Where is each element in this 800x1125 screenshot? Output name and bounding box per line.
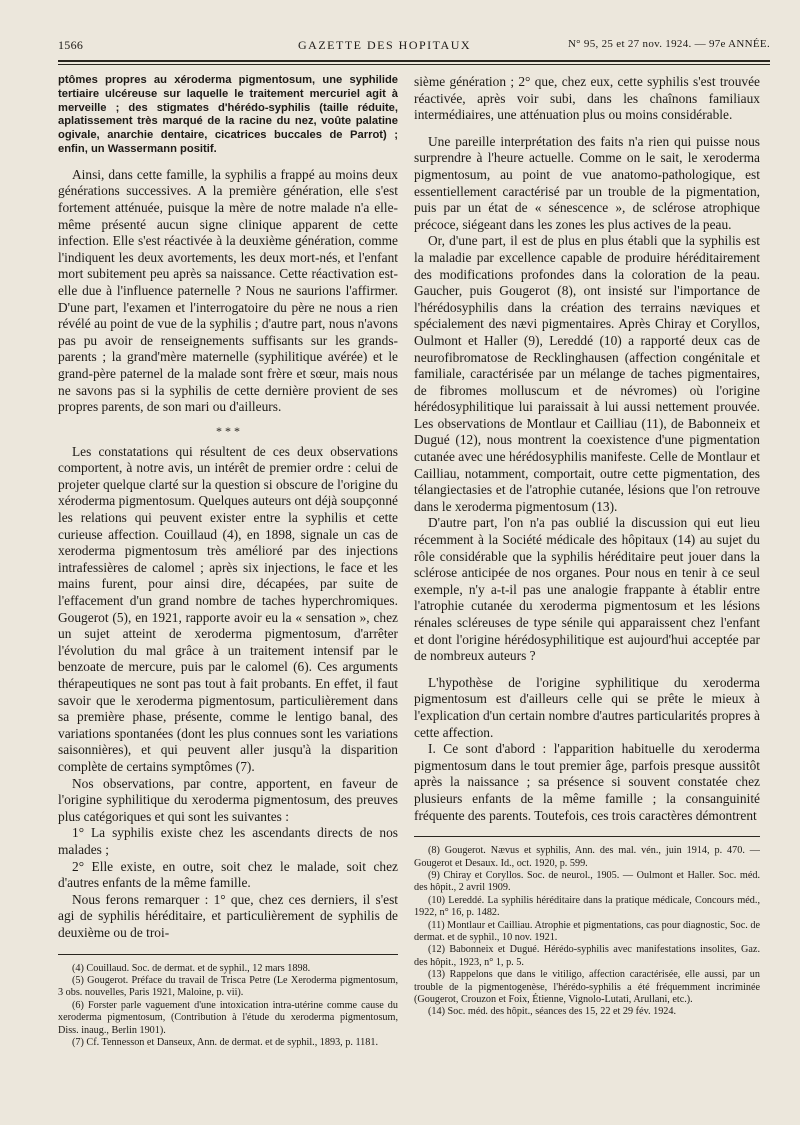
footnote: (14) Soc. méd. des hôpit., séances des 15, 22 et 29 fév. 1924. [428, 1006, 677, 1018]
header-rule [58, 60, 770, 62]
paragraph: D'autre part, l'on n'a pas oublié la discussion qui eut lieu récemment à la Société médicale des hôpitaux (14) au sujet du rôle considérable que la syphilis héréditaire peut jouer dans la sclérose anticipée de nos organes. Pour nous en tenir à ce seul exemple, n'y a-t-il pas une analogie frappante à établir entre l'atrophie cutanée du xeroderma pigmentosum et les lésions rénales scléreuses de type sénile qui apparaissent chez l'enfant et dont l'origine hérédosyphilitique est aujourd'hui acceptée par de nombreux auteurs ? [414, 515, 760, 664]
footnote-rule [414, 836, 760, 837]
page-number: 1566 [58, 38, 84, 52]
paragraph: Nous ferons remarquer : 1° que, chez ces derniers, il s'est agi de syphilis héréditaire, et particulièrement de syphilis de deuxième ou de troi- [58, 891, 398, 940]
header-rule-thin [58, 64, 770, 65]
paragraph: 1° La syphilis existe chez les ascendants directs de nos malades ; [58, 825, 398, 857]
paragraph: Les constatations qui résultent de ces deux observations comportent, à notre avis, un intérêt de premier ordre : celui de projeter quelque clarté sur la question si obscure de l'origine du xéroderma pigmentosum. Quelques auteurs ont déjà soupçonné les relations qui peuvent exister entre la syphilis et cette curieuse affection. Couillaud (4), en 1898, signale un cas de xeroderma pigmentosum très amélioré par des injections intrafessières de calomel ; après six injections, le face et les mains furent, pour ainsi dire, décapées, par suite de l'effacement d'un grand nombre de taches hyperchromiques. Gougerot (5), en 1921, rapporte avoir eu la « sensation », chez un sujet atteint de xeroderma pigmentosum, d'arrêter l'évolution du mal grâce à un traitement intensif par le benzoate de mercure, puis par le calomel (6). Ces arguments thérapeutiques ne sont pas tout à fait probants. En effet, il faut savoir que le xeroderma pigmentosum, particulièrement dans sa première phase, présente, comme le lentigo banal, des variations spontanées (dont les plus connues sont les variations saisonnières), et qui peuvent aller jusqu'à la disparition complète de certains symptômes (7). [58, 443, 398, 774]
footnote: (5) Gougerot. Préface du travail de Trisca Petre (Le Xeroderma pigmentosum, 3 obs. nouvelles, Paris 1921, Maloine, p. vii). [58, 974, 398, 999]
paragraph: 2° Elle existe, en outre, soit chez le malade, soit chez d'autres enfants de la même famille. [58, 858, 398, 891]
footnote: (8) Gougerot. Nævus et syphilis, Ann. des mal. vén., juin 1914, p. 470. — Gougerot et Desaux. Id., oct. 1920, p. 599. [414, 845, 760, 869]
journal-title: GAZETTE DES HOPITAUX [298, 38, 472, 52]
footnote-rule [58, 954, 398, 955]
paragraph: sième génération ; 2° que, chez eux, cette syphilis s'est trouvée réactivée, après voir subi, dans les chaînons familiaux intermédiaires, une atténuation plus ou moins considérable. [414, 74, 760, 123]
footnote: (13) Rappelons que dans le vitiligo, affection caractérisée, elle aussi, par un trouble de la pigmentogenèse, l'hérédo-syphilis a été fréquemment incriminée (Gougerot, Crouzon et Foix, Étienne, Vignolo-Lutati, Arullani, etc.). [414, 969, 760, 1005]
footnote: (11) Montlaur et Cailliau. Atrophie et pigmentations, cas pour diagnostic, Soc. de dermat. et de syphil., 10 nov. 1921. [414, 919, 760, 943]
section-separator: * * * [216, 423, 240, 438]
paragraph: Ainsi, dans cette famille, la syphilis a frappé au moins deux générations successives. A la première génération, elle s'est fortement atténuée, puisque la mère de notre malade n'a elle-même présenté aucun signe clinique apparent de cette infection. Elle s'est réactivée à la deuxième génération, comme l'indiquent les deux avortements, les deux mort-nés, et l'enfant mort subitement peu après sa naissance. Cette réactivation est-elle due à l'influence paternelle ? Nous ne saurions l'affirmer. D'une part, l'examen et l'interrogatoire du père ne nous a rien révélé au point de vue de la syphilis ; d'autre part, nous n'avons pas pu avoir de renseignements suffisants sur les grands-parents ; la grand'mère maternelle (syphilitique avérée) et le grand-père paternel de la malade sont frère et sœur, mais nous ne savons pas si la syphilis de cette dernière provient de ses propres parents, de son mari ou d'ailleurs. [58, 166, 398, 415]
issue-info: N° 95, 25 et 27 nov. 1924. — 97e ANNÉE. [567, 38, 770, 50]
intro-paragraph: ptômes propres au xéroderma pigmentosum, une syphilide tertiaire ulcéreuse sur laquelle le traitement mercuriel agit à merveille ; des stigmates d'hérédo-syphilis (taille réduite, aplatissement très marqué de la racine du nez, voûte palatine ogivale, anarchie dentaire, cicatrices buccales de Parrot) ; enfin, un Wassermann positif. [58, 74, 398, 155]
footnote: (4) Couillaud. Soc. de dermat. et de syphil., 12 mars 1898. [72, 962, 311, 974]
paragraph: L'hypothèse de l'origine syphilitique du xeroderma pigmentosum est d'ailleurs celle qui se prête le mieux à l'explication d'un certain nombre d'autres particularités propres à cette affection. [414, 674, 760, 740]
right-column [414, 74, 760, 1109]
running-header [58, 38, 770, 58]
paragraph: Or, d'une part, il est de plus en plus établi que la syphilis est la maladie par excellence capable de produire héréditairement des modifications profondes dans la coloration de la peau. Gaucher, puis Gougerot (8), ont insisté sur l'importance de l'hérédosyphilis dans la création des terrains næviques et spécialement des nævi pigmentaires. Après Chiray et Coryllos, Oulmont et Haller (9), Lereddé (10) a rapporté deux cas de neurofibromatose de Recklinghausen (affection congénitale et familiale, caractérisée par un mélange de taches pigmentaires, de fibromes molluscum et de névromes) où l'origine hérédosyphilitique lui paraissait à lui aussi nettement prouvée. Les observations de Montlaur et Cailliau (11), de Babonneix et Dugué (12), nous montrent la coexistence d'une pigmentation cutanée avec une hérédosyphilis manifeste. Celle de Montlaur et Cailliau, notamment, comportait, outre cette pigmentation, des télangiectasies et de l'atrophie cutanée, lésions que l'on retrouve dans le xeroderma pigmentosum (13). [414, 233, 760, 514]
footnote: (9) Chiray et Coryllos. Soc. de neurol., 1905. — Oulmont et Haller. Soc. méd. des hôpit., 2 avril 1909. [414, 869, 760, 894]
left-column [58, 74, 398, 1109]
footnote: (12) Babonneix et Dugué. Hérédo-syphilis avec manifestations insolites, Gaz. des hôpit., 1923, n° 1, p. 5. [414, 944, 760, 968]
paragraph: I. Ce sont d'abord : l'apparition habituelle du xeroderma pigmentosum dans le tout premier âge, parfois presque aussitôt après la naissance ; sa présence si souvent constatée chez plusieurs enfants de la même famille ; la consanguinité fréquente des parents. Toutefois, ces trois caractères démontrent [414, 741, 760, 823]
footnote: (7) Cf. Tennesson et Danseux, Ann. de dermat. et de syphil., 1893, p. 1181. [72, 1036, 378, 1048]
footnote: (6) Forster parle vaguement d'une intoxication intra-utérine comme cause du xeroderma pigmentosum, (Contribution à l'étude du xeroderma pigmentosum, Diss. inaug., Berlin 1901). [58, 999, 398, 1036]
footnote: (10) Lereddé. La syphilis héréditaire dans la pratique médicale, Concours méd., 1922, n° 16, p. 1482. [414, 894, 760, 919]
paragraph: Nos observations, par contre, apportent, en faveur de l'origine syphilitique du xeroderma pigmentosum, des preuves plus catégoriques et qui sont les suivantes : [58, 775, 398, 824]
paragraph: Une pareille interprétation des faits n'a rien qui puisse nous surprendre à l'heure actuelle. Comme on le sait, le xeroderma pigmentosum, au point de vue anatomo-pathologique, est essentiellement caractérisé par un trouble de la pigmentation, puis par un état de « sénescence », de sclérose atrophique précoce, siégeant dans les zones les plus actives de la peau. [414, 133, 760, 232]
